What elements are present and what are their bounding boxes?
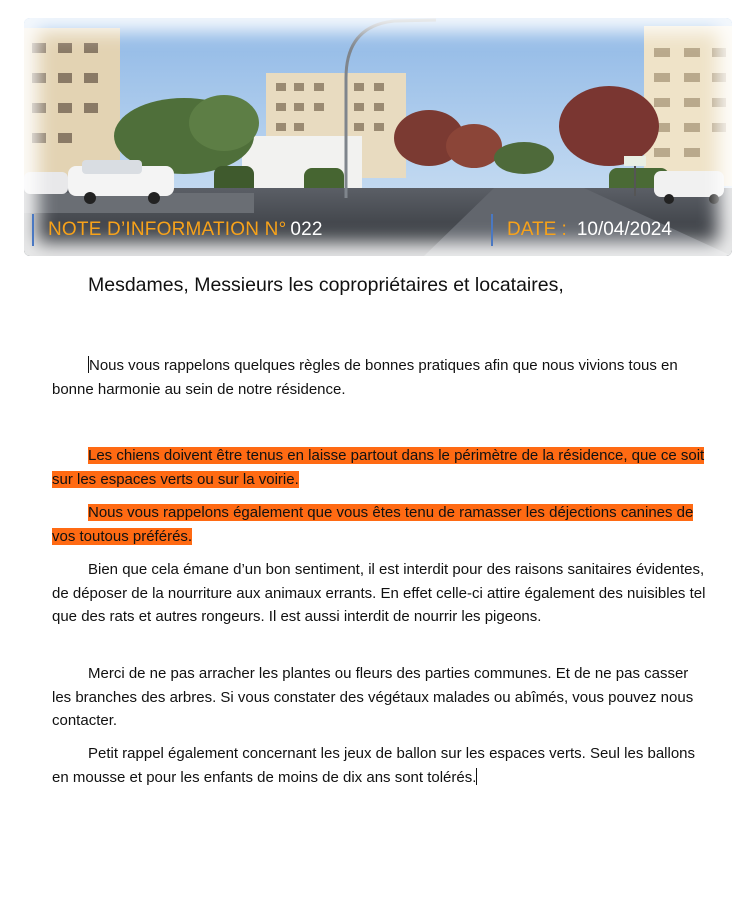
paragraph-dogs-leash[interactable]	[52, 444, 708, 491]
highlighted-text: Nous vous rappelons également que vous êtes tenu de ramasser les déjections canines de vos toutous préférés.	[52, 504, 694, 545]
note-label-text: NOTE D’INFORMATION N°	[48, 219, 287, 240]
paragraph-text: Bien que cela émane d’un bon sentiment, il est interdit pour des raisons sanitaires évidentes, de déposer de la nourriture aux animaux errants. En effet celle-ci attire également des nuisibles tel que des rats et autres rongeurs. Il est aussi interdit de nourrir les pigeons.	[52, 561, 706, 625]
letter-salutation: Mesdames, Messieurs les copropriétaires et locataires,	[88, 274, 564, 296]
note-number: 022	[290, 219, 323, 240]
paragraph-text: Petit rappel également concernant les jeux de ballon sur les espaces verts. Seul les ballons en mousse et pour les enfants de moins de dix ans sont tolérés.	[52, 745, 696, 786]
paragraph-text: Nous vous rappelons quelques règles de bonnes pratiques afin que nous vivions tous en bonne harmonie au sein de notre résidence.	[52, 357, 678, 398]
paragraph-ball-games[interactable]	[52, 742, 708, 789]
date-label-text: DATE :	[507, 219, 567, 240]
paragraph-feeding-animals[interactable]	[52, 558, 708, 629]
date-label	[491, 214, 672, 246]
note-information-label	[32, 214, 323, 246]
paragraph-plants[interactable]	[52, 662, 708, 733]
date-value: 10/04/2024	[576, 219, 672, 240]
highlighted-text: Les chiens doivent être tenus en laisse partout dans le périmètre de la résidence, que ce soit sur les espaces verts ou sur la voirie.	[52, 447, 705, 488]
paragraph-dog-waste[interactable]	[52, 501, 708, 548]
text-cursor	[476, 768, 477, 785]
paragraph-intro[interactable]	[52, 354, 708, 401]
paragraph-text: Merci de ne pas arracher les plantes ou fleurs des parties communes. Et de ne pas casser les branches des arbres. Si vous constater des végétaux malades ou abîmés, vous pouvez nous contacter.	[52, 665, 694, 729]
